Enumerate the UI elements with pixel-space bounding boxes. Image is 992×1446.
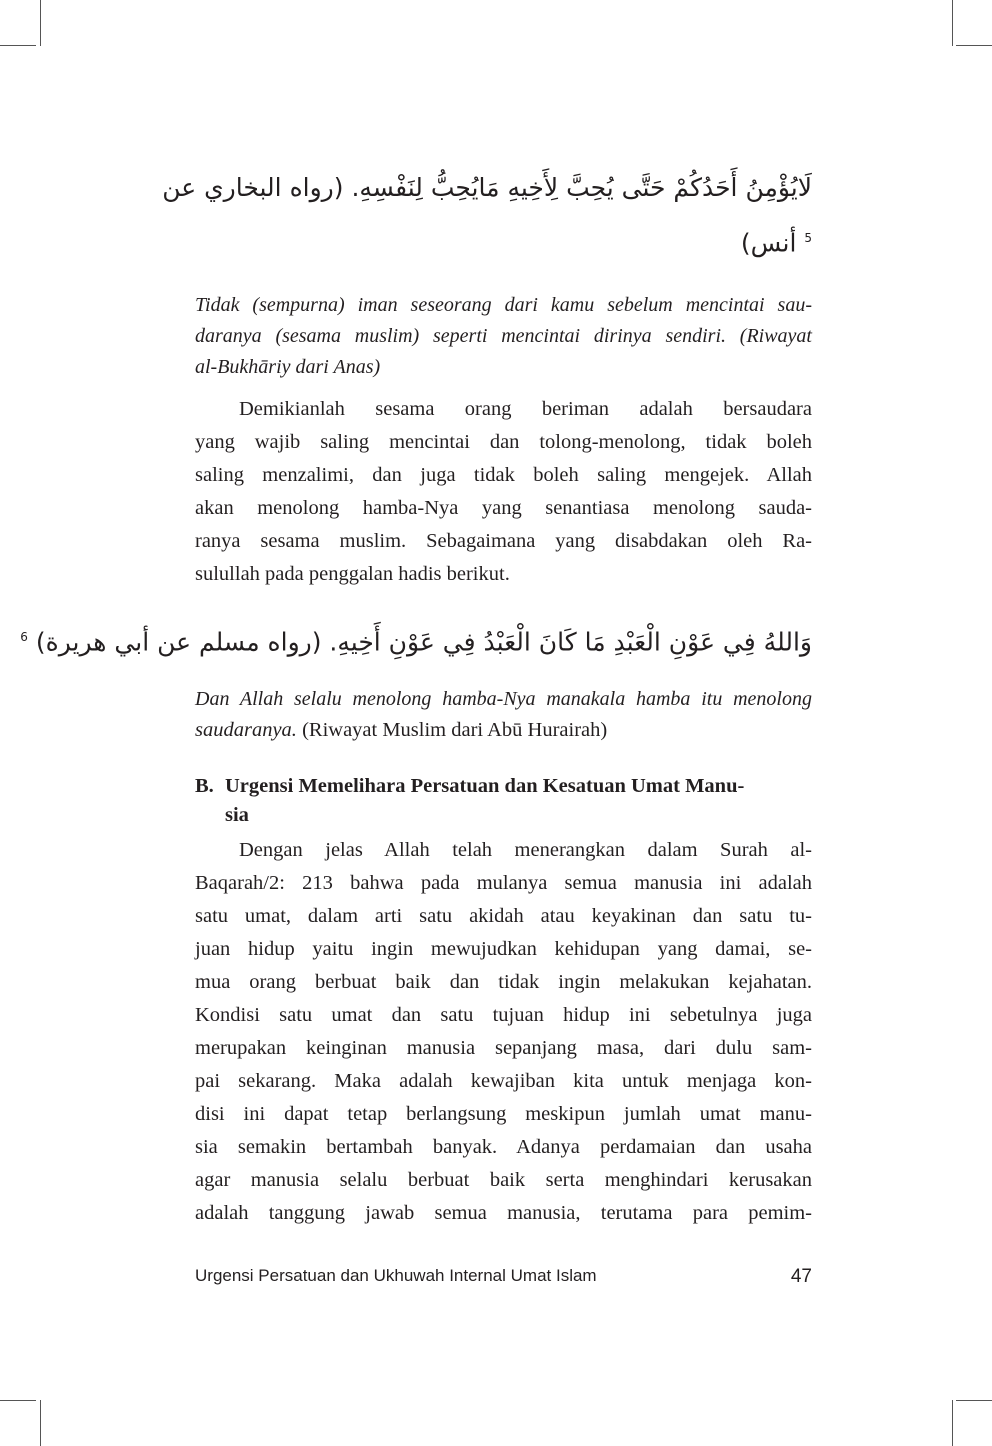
page-number: 47 (790, 1266, 812, 1287)
crop-mark (956, 45, 992, 46)
section-letter: B. (195, 775, 214, 797)
crop-mark (40, 0, 41, 46)
page-footer (195, 1266, 812, 1288)
hadith-1-arabic (162, 163, 812, 268)
arabic-line: لَايُؤْمِنُ أَحَدُكُمْ حَتَّى يُحِبَّ لِأَخِيهِ مَايُحِبُّ لِنَفْسِهِ. (رواه البخاري عن (162, 173, 812, 202)
text-line: satu umat, dalam arti satu akidah atau keyakinan dan satu tu- (195, 905, 812, 927)
text-line: al-Bukhāriy dari Anas) (195, 356, 381, 378)
translation-text: saudaranya. (195, 719, 297, 741)
text-line: sia semakin bertambah banyak. Adanya perdamaian dan usaha (195, 1136, 812, 1158)
text-line: merupakan keinginan manusia sepanjang masa, dari dulu sam- (195, 1037, 812, 1059)
text-line: agar manusia selalu berbuat baik serta menghindari kerusakan (195, 1169, 812, 1191)
hadith-2-translation (195, 684, 812, 746)
text-line: daranya (sesama muslim) seperti mencintai dirinya sendiri. (Riwayat (195, 325, 812, 347)
crop-mark (952, 0, 953, 46)
crop-mark (0, 1400, 36, 1401)
arabic-text: أنس) (740, 228, 797, 258)
crop-mark (0, 45, 36, 46)
translation-line: Dan Allah selalu menolong hamba-Nya manakala hamba itu menolong (195, 688, 812, 710)
section-title-line: sia (225, 804, 249, 826)
paragraph-1 (195, 393, 812, 591)
crop-mark (956, 1400, 992, 1401)
crop-mark (952, 1400, 953, 1446)
translation-source: (Riwayat Muslim dari Abū Hurairah) (296, 719, 608, 741)
running-title: Urgensi Persatuan dan Ukhuwah Internal Umat Islam (195, 1266, 597, 1285)
text-line: saling menzalimi, dan juga tidak boleh saling mengejek. Allah (195, 464, 812, 486)
text-line: akan menolong hamba-Nya yang senantiasa menolong sauda- (195, 497, 812, 519)
text-line: yang wajib saling mencintai dan tolong-menolong, tidak boleh (195, 431, 812, 453)
text-line: adalah tanggung jawab semua manusia, terutama para pemim- (195, 1202, 812, 1224)
text-line: Baqarah/2: 213 bahwa pada mulanya semua manusia ini adalah (195, 872, 812, 894)
paragraph-2 (195, 834, 812, 1230)
footnote-ref[interactable]: 6 (20, 630, 28, 644)
text-line: mua orang berbuat baik dan tidak ingin melakukan kejahatan. (195, 971, 812, 993)
crop-mark (40, 1400, 41, 1446)
section-title-line: Urgensi Memelihara Persatuan dan Kesatuan Umat Manu- (225, 775, 745, 797)
text-line: Dengan jelas Allah telah menerangkan dalam Surah al- (239, 839, 812, 861)
arabic-line (195, 213, 812, 268)
text-line: ranya sesama muslim. Sebagaimana yang disabdakan oleh Ra- (195, 530, 812, 552)
text-line: pai sekarang. Maka adalah kewajiban kita untuk menjaga kon- (195, 1070, 812, 1092)
hadith-1-translation (195, 290, 812, 383)
text-line: disi ini dapat tetap berlangsung meskipun jumlah umat manu- (195, 1103, 812, 1125)
text-line: Kondisi satu umat dan satu tujuan hidup ini sebetulnya juga (195, 1004, 812, 1026)
text-line: Tidak (sempurna) iman seseorang dari kamu sebelum mencintai sau- (195, 294, 812, 316)
arabic-text: وَاللهُ فِي عَوْنِ الْعَبْدِ مَا كَانَ الْعَبْدُ فِي عَوْنِ أَخِيهِ. (رواه مسلم عن أبي هريرة) (35, 627, 812, 657)
hadith-2-arabic (20, 612, 812, 667)
footnote-ref[interactable]: 5 (804, 231, 812, 245)
text-line: Demikianlah sesama orang beriman adalah bersaudara (239, 398, 812, 420)
text-line: sulullah pada penggalan hadis berikut. (195, 563, 510, 585)
section-heading (195, 772, 812, 830)
text-line: juan hidup yaitu ingin mewujudkan kehidupan yang damai, se- (195, 938, 812, 960)
arabic-line (20, 612, 812, 667)
